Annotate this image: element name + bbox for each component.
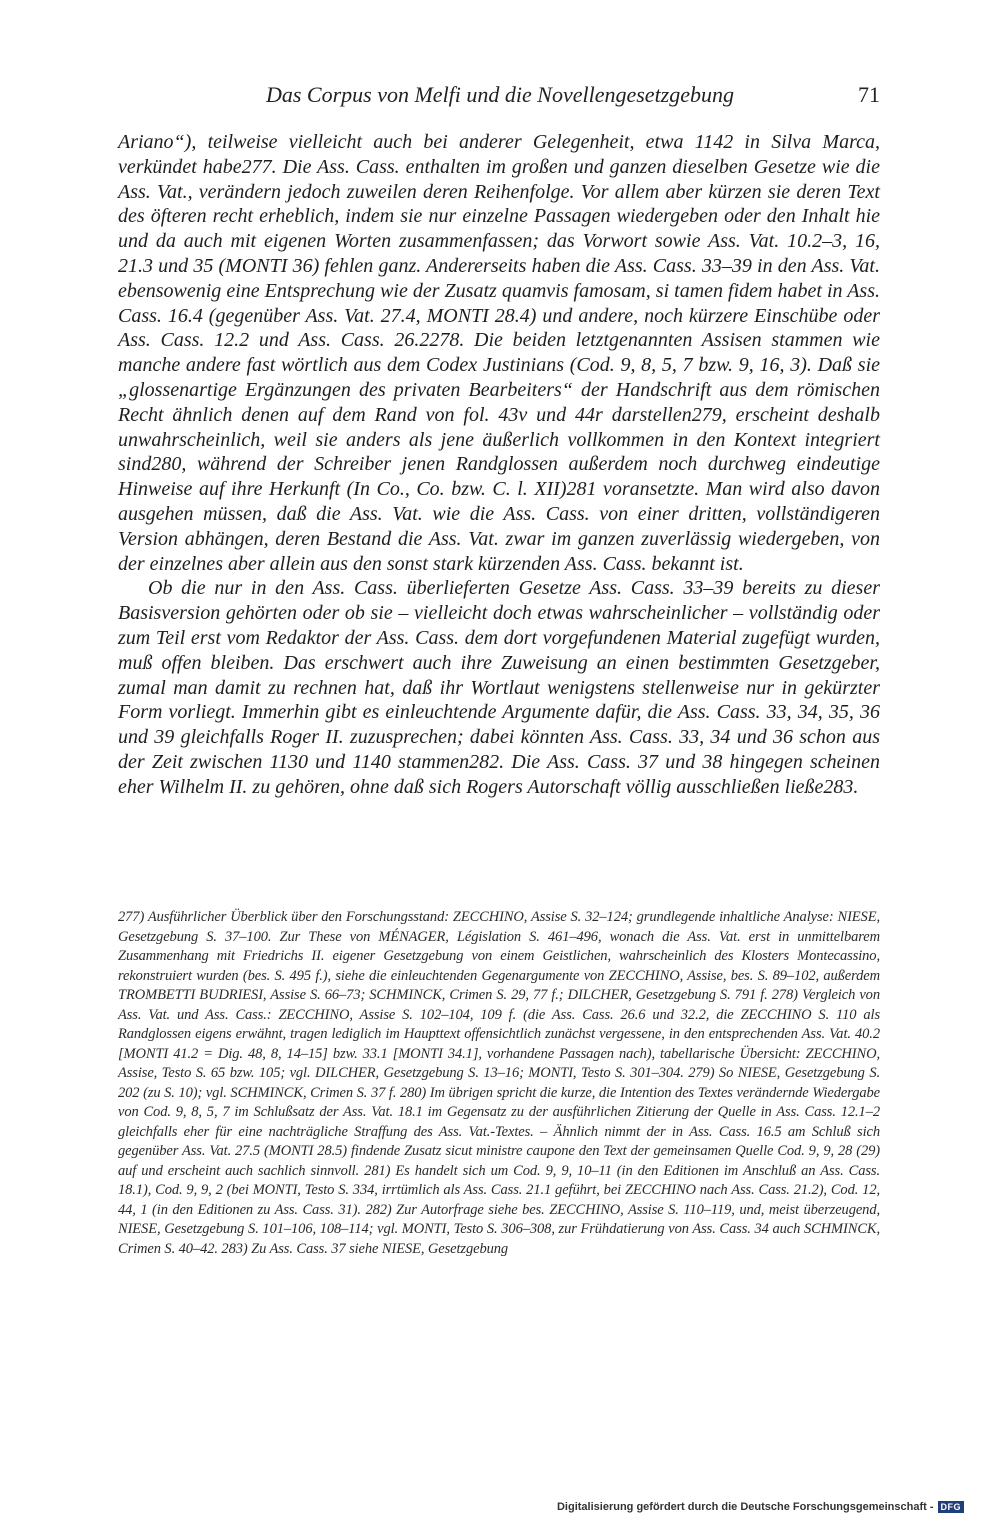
footnotes <box>118 908 880 1259</box>
credit-text: Digitalisierung gefördert durch die Deutsche Forschungsgemeinschaft - <box>556 1501 934 1513</box>
page-number: 71 <box>858 82 880 107</box>
main-text <box>118 130 880 800</box>
digitization-credit <box>557 1501 964 1513</box>
body-paragraph-2: Ob die nur in den Ass. Cass. überlieferten Gesetze Ass. Cass. 33–39 bereits zu dieser Basisversion gehörten oder ob sie – vielleicht doch etwas wahrscheinlicher – vollständig oder zum Teil erst vom Redaktor der Ass. Cass. dem dort vorgefundenen Material zugefügt wurden, muß offen bleiben. Das erschwert auch ihre Zuweisung an einen bestimmten Gesetzgeber, zumal man damit zu rechnen hat, daß ihr Wortlaut wenigstens stellenweise nur in gekürzter Form vorliegt. Immerhin gibt es einleuchtende Argumente dafür, die Ass. Cass. 33, 34, 35, 36 und 39 gleichfalls Roger II. zuzusprechen; dabei könnten Ass. Cass. 33, 34 und 36 schon aus der Zeit zwischen 1130 und 1140 stammen282. Die Ass. Cass. 37 und 38 hingegen scheinen eher Wilhelm II. zu gehören, ohne daß sich Rogers Autorschaft völlig ausschließen ließe283. <box>118 577 880 798</box>
footnote-block: 277) Ausführlicher Überblick über den Forschungsstand: ZECCHINO, Assise S. 32–124; grundlegende inhaltliche Analyse: NIESE, Gesetzgebung S. 37–100. Zur These von MÉNAGER, Législation S. 461–496, wonach die Ass. Vat. erst in unmittelbarem Zusammenhang mit Friedrichs II. eigener Gesetzgebung von einem Geistlichen, wahrscheinlich des Klosters Montecassino, rekonstruiert wurden (bes. S. 495 f.), siehe die einleuchtenden Gegenargumente von ZECCHINO, Assise, bes. S. 89–102, außerdem TROMBETTI BUDRIESI, Assise S. 66–73; SCHMINCK, Crimen S. 29, 77 f.; DILCHER, Gesetzgebung S. 791 f. 278) Vergleich von Ass. Vat. und Ass. Cass.: ZECCHINO, Assise S. 102–104, 109 f. (die Ass. Cass. 26.6 und 32.2, die ZECCHINO S. 110 als Randglossen eigens erwähnt, tragen lediglich im Haupttext offensichtlich zunächst vergessene, in den entsprechenden Ass. Vat. 40.2 [MONTI 41.2 = Dig. 48, 8, 14–15] bzw. 33.1 [MONTI 34.1], vorhandene Passagen nach), tabellarische Übersicht: ZECCHINO, Assise, Testo S. 65 bzw. 105; vgl. DILCHER, Gesetzgebung S. 13–16; MONTI, Testo S. 301–304. 279) So NIESE, Gesetzgebung S. 202 (zu S. 10); vgl. SCHMINCK, Crimen S. 37 f. 280) Im übrigen spricht die kurze, die Intention des Textes verändernde Wiedergabe von Cod. 9, 8, 5, 7 im Schlußsatz der Ass. Vat. 18.1 im Gegensatz zu der ausführlichen Zitierung der Quelle in Ass. Cass. 12.1–2 gleichfalls eher für eine nachträgliche Straffung des Ass. Vat.-Textes. – Ähnlich nimmt der in Ass. Cass. 16.5 am Schluß sich gegenüber Ass. Vat. 27.5 (MONTI 28.5) findende Zusatz sicut ministre caupone den Text der gemeinsamen Quelle Cod. 9, 9, 28 (29) auf und erscheint auch sachlich sinnvoll. 281) Es handelt sich um Cod. 9, 9, 10–11 (in den Editionen im Anschluß an Ass. Cass. 18.1), Cod. 9, 9, 2 (bei MONTI, Testo S. 334, irrtümlich als Ass. Cass. 21.1 geführt, bei ZECCHINO nach Ass. Cass. 21.2), Cod. 12, 44, 1 (in den Editionen zu Ass. Cass. 31). 282) Zur Autorfrage siehe bes. ZECCHINO, Assise S. 110–119, und, meist überzeugend, NIESE, Gesetzgebung S. 101–106, 108–114; vgl. MONTI, Testo S. 306–308, zur Frühdatierung von Ass. Cass. 34 auch SCHMINCK, Crimen S. 40–42. 283) Zu Ass. Cass. 37 siehe NIESE, Gesetzgebung <box>118 909 880 1257</box>
running-header-title: Das Corpus von Melfi und die Novellengesetzgebung <box>265 82 735 107</box>
body-paragraph-1: Ariano“), teilweise vielleicht auch bei anderer Gelegenheit, etwa 1142 in Silva Marca, verkündet habe277. Die Ass. Cass. enthalten im großen und ganzen dieselben Gesetze wie die Ass. Vat., verändern jedoch zuweilen deren Reihenfolge. Vor allem aber kürzen sie deren Text des öfteren recht erheblich, indem sie nur einzelne Passagen wiedergeben oder den Inhalt hie und da auch mit eigenen Worten zusammenfassen; das Vorwort sowie Ass. Vat. 10.2–3, 16, 21.3 und 35 (MONTI 36) fehlen ganz. Andererseits haben die Ass. Cass. 33–39 in den Ass. Vat. ebensowenig eine Entsprechung wie der Zusatz quamvis famosam, si tamen fidem habet in Ass. Cass. 16.4 (gegenüber Ass. Vat. 27.4, MONTI 28.4) und andere, noch kürzere Einschübe oder Ass. Cass. 12.2 und Ass. Cass. 26.2278. Die beiden letztgenannten Assisen stammen wie manche andere fast wörtlich aus dem Codex Justinians (Cod. 9, 8, 5, 7 bzw. 9, 16, 3). Daß sie „glossenartige Ergänzungen des privaten Bearbeiters“ der Handschrift aus dem römischen Recht ähnlich denen auf dem Rand von fol. 43v und 44r darstellen279, erscheint deshalb unwahrscheinlich, weil sie anders als jene äußerlich vollkommen in den Kontext integriert sind280, während der Schreiber jenen Randglossen außerdem noch durchweg eindeutige Hinweise auf ihre Herkunft (In Co., Co. bzw. C. l. XII)281 voransetzte. Man wird also davon ausgehen müssen, daß die Ass. Vat. wie die Ass. Cass. von einer dritten, vollständigeren Version abhängen, deren Bestand die Ass. Vat. zwar im ganzen zuverlässig wiedergeben, von der einzelnes aber allein aus den sonst stark kürzenden Ass. Cass. bekannt ist. <box>118 131 880 575</box>
dfg-logo: DFG <box>938 1501 965 1513</box>
